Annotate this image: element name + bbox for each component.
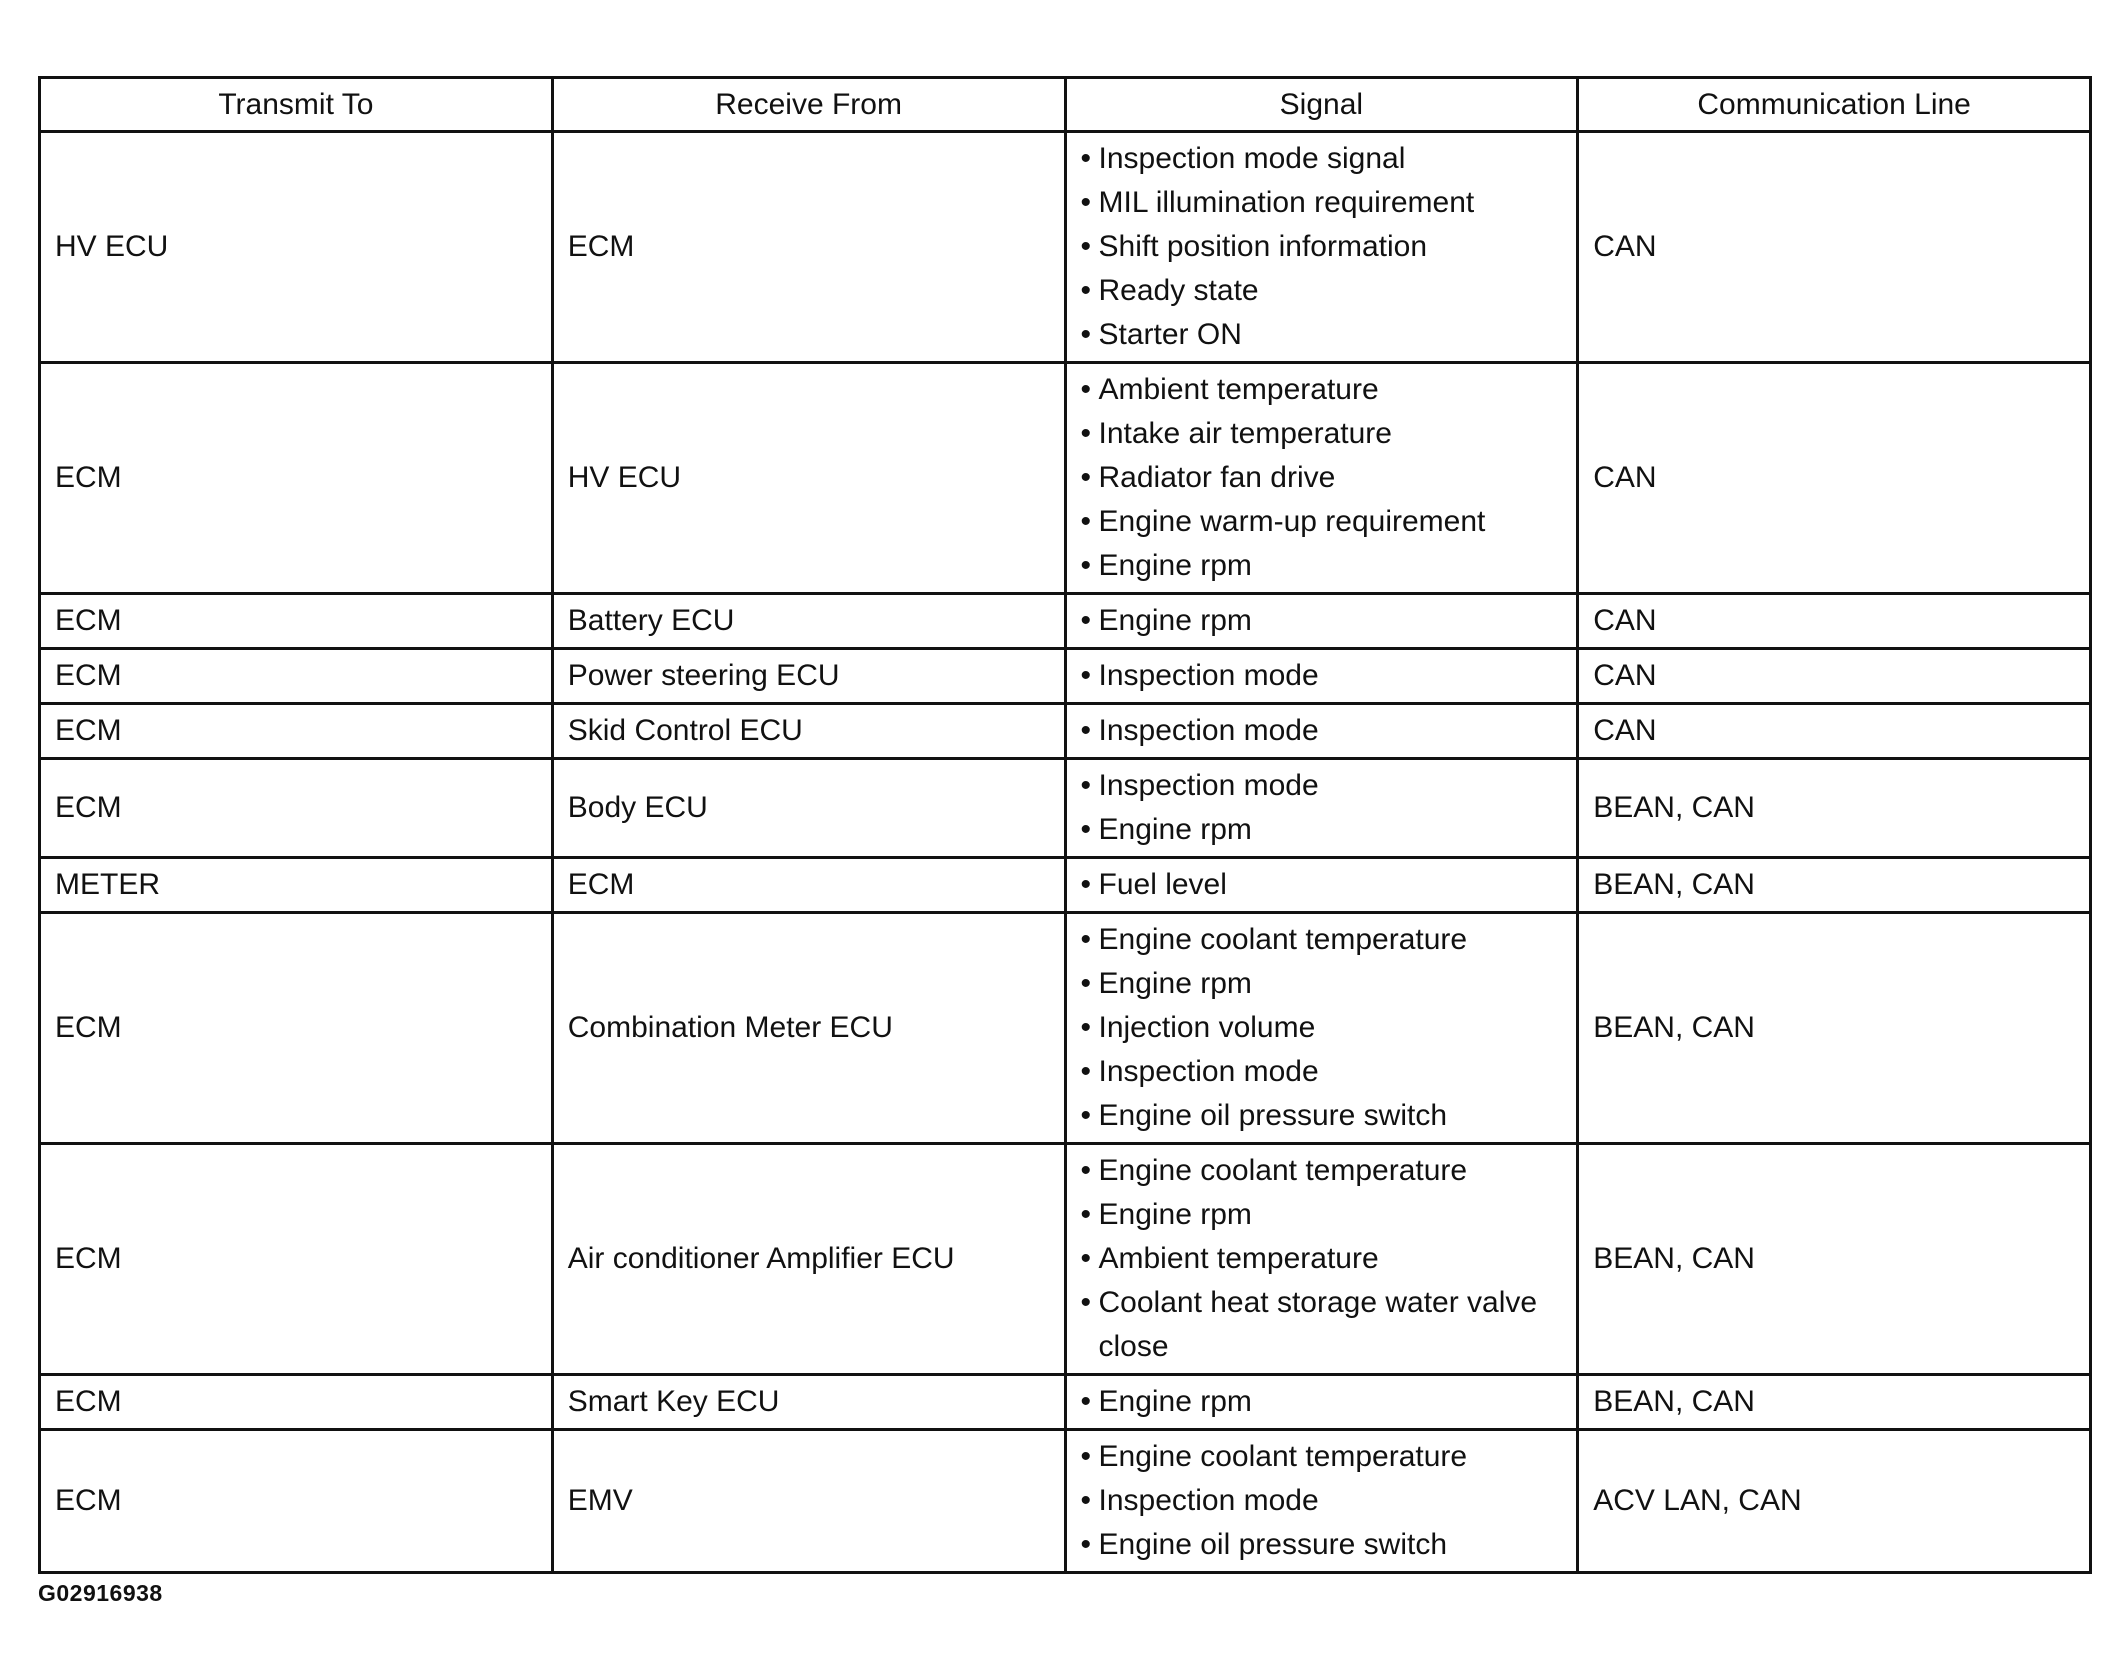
signal-list (1081, 137, 1567, 357)
signal-text: Radiator fan drive (1098, 461, 1336, 494)
cell-transmit-to: ECM (40, 1375, 553, 1430)
signal-list (1081, 1380, 1567, 1424)
cell-signal (1065, 1430, 1578, 1573)
table-row (40, 649, 2091, 704)
bullet-icon: • (1080, 769, 1092, 802)
signal-text: Engine rpm (1098, 1198, 1252, 1231)
signal-text: Ready state (1098, 274, 1259, 307)
bullet-icon: • (1080, 813, 1092, 846)
cell-receive-from: ECM (552, 858, 1065, 913)
cell-signal (1065, 363, 1578, 594)
cell-receive-from: Power steering ECU (552, 649, 1065, 704)
bullet-icon: • (1080, 1484, 1092, 1517)
signal-text: Engine rpm (1098, 967, 1252, 1000)
cell-receive-from: Combination Meter ECU (552, 913, 1065, 1144)
cell-signal (1065, 858, 1578, 913)
signal-item (1081, 500, 1567, 544)
table-body (40, 132, 2091, 1573)
cell-receive-from: Body ECU (552, 759, 1065, 858)
cell-receive-from: Air conditioner Amplifier ECU (552, 1144, 1065, 1375)
signal-text: Engine coolant temperature (1098, 1440, 1468, 1473)
signal-text: Engine rpm (1098, 1385, 1252, 1418)
bullet-icon: • (1080, 1286, 1092, 1319)
bullet-icon: • (1080, 1198, 1092, 1231)
bullet-icon: • (1080, 714, 1092, 747)
table-row (40, 858, 2091, 913)
signal-text: Ambient temperature (1098, 1242, 1379, 1275)
cell-transmit-to: ECM (40, 913, 553, 1144)
header-receive-from: Receive From (552, 78, 1065, 132)
signal-text: Inspection mode (1098, 769, 1319, 802)
bullet-icon: • (1080, 1055, 1092, 1088)
signal-item (1081, 709, 1567, 753)
cell-receive-from: Battery ECU (552, 594, 1065, 649)
cell-transmit-to: ECM (40, 363, 553, 594)
table-row (40, 759, 2091, 858)
cell-communication-line: BEAN, CAN (1578, 858, 2091, 913)
signal-list (1081, 918, 1567, 1138)
signal-list (1081, 709, 1567, 753)
signal-item (1081, 599, 1567, 643)
signal-item (1081, 764, 1567, 808)
signal-text: Engine oil pressure switch (1098, 1099, 1448, 1132)
cell-transmit-to: ECM (40, 594, 553, 649)
signal-text: Fuel level (1098, 868, 1227, 901)
bullet-icon: • (1080, 1440, 1092, 1473)
bullet-icon: • (1080, 417, 1092, 450)
signal-item (1081, 313, 1567, 357)
cell-transmit-to: ECM (40, 1430, 553, 1573)
table-row (40, 132, 2091, 363)
signal-text: Intake air temperature (1098, 417, 1392, 450)
bullet-icon: • (1080, 318, 1092, 351)
bullet-icon: • (1080, 274, 1092, 307)
signal-text: Coolant heat storage water valve close (1098, 1286, 1538, 1363)
table-row (40, 1144, 2091, 1375)
signal-list (1081, 1435, 1567, 1567)
signal-item (1081, 544, 1567, 588)
cell-signal (1065, 649, 1578, 704)
cell-signal (1065, 759, 1578, 858)
signal-text: Engine oil pressure switch (1098, 1528, 1448, 1561)
bullet-icon: • (1080, 505, 1092, 538)
signal-item (1081, 225, 1567, 269)
signal-item (1081, 1006, 1567, 1050)
header-communication-line: Communication Line (1578, 78, 2091, 132)
cell-communication-line: CAN (1578, 704, 2091, 759)
signal-item (1081, 456, 1567, 500)
table-row (40, 594, 2091, 649)
bullet-icon: • (1080, 659, 1092, 692)
signal-item (1081, 1050, 1567, 1094)
signal-text: Starter ON (1098, 318, 1242, 351)
bullet-icon: • (1080, 230, 1092, 263)
cell-communication-line: BEAN, CAN (1578, 1375, 2091, 1430)
cell-transmit-to: METER (40, 858, 553, 913)
signal-text: Engine coolant temperature (1098, 923, 1468, 956)
cell-signal (1065, 1144, 1578, 1375)
cell-signal (1065, 594, 1578, 649)
table-row (40, 1430, 2091, 1573)
signal-item (1081, 962, 1567, 1006)
bullet-icon: • (1080, 142, 1092, 175)
bullet-icon: • (1080, 549, 1092, 582)
signal-text: Engine rpm (1098, 604, 1252, 637)
cell-signal (1065, 913, 1578, 1144)
signal-item (1081, 863, 1567, 907)
table-row (40, 704, 2091, 759)
signal-item (1081, 368, 1567, 412)
signal-list (1081, 654, 1567, 698)
cell-receive-from: EMV (552, 1430, 1065, 1573)
bullet-icon: • (1080, 868, 1092, 901)
cell-communication-line: CAN (1578, 594, 2091, 649)
signal-text: Inspection mode (1098, 714, 1319, 747)
figure-id: G02916938 (38, 1580, 163, 1606)
communication-table (38, 76, 2092, 1574)
cell-communication-line: CAN (1578, 649, 2091, 704)
signal-list (1081, 1149, 1567, 1369)
signal-text: Injection volume (1098, 1011, 1316, 1044)
bullet-icon: • (1080, 1011, 1092, 1044)
cell-transmit-to: HV ECU (40, 132, 553, 363)
bullet-icon: • (1080, 967, 1092, 1000)
cell-communication-line: BEAN, CAN (1578, 913, 2091, 1144)
cell-receive-from: HV ECU (552, 363, 1065, 594)
signal-item (1081, 1380, 1567, 1424)
bullet-icon: • (1080, 461, 1092, 494)
signal-item (1081, 1479, 1567, 1523)
header-signal: Signal (1065, 78, 1578, 132)
signal-text: Shift position information (1098, 230, 1428, 263)
signal-list (1081, 599, 1567, 643)
bullet-icon: • (1080, 186, 1092, 219)
signal-text: Ambient temperature (1098, 373, 1379, 406)
signal-text: Engine warm-up requirement (1098, 505, 1486, 538)
table-header-row (40, 78, 2091, 132)
bullet-icon: • (1080, 1099, 1092, 1132)
cell-signal (1065, 132, 1578, 363)
cell-communication-line: CAN (1578, 363, 2091, 594)
signal-item (1081, 1149, 1567, 1193)
signal-text: Inspection mode (1098, 659, 1319, 692)
bullet-icon: • (1080, 1528, 1092, 1561)
table-row (40, 913, 2091, 1144)
signal-item (1081, 412, 1567, 456)
signal-item (1081, 137, 1567, 181)
header-transmit-to: Transmit To (40, 78, 553, 132)
signal-item (1081, 1237, 1567, 1281)
signal-item (1081, 654, 1567, 698)
cell-transmit-to: ECM (40, 759, 553, 858)
signal-list (1081, 368, 1567, 588)
signal-text: Inspection mode signal (1098, 142, 1406, 175)
signal-item (1081, 181, 1567, 225)
signal-item (1081, 1193, 1567, 1237)
signal-item (1081, 1281, 1567, 1369)
table-row (40, 1375, 2091, 1430)
signal-text: Engine rpm (1098, 549, 1252, 582)
table-row (40, 363, 2091, 594)
cell-receive-from: Smart Key ECU (552, 1375, 1065, 1430)
cell-transmit-to: ECM (40, 649, 553, 704)
cell-communication-line: ACV LAN, CAN (1578, 1430, 2091, 1573)
bullet-icon: • (1080, 1154, 1092, 1187)
bullet-icon: • (1080, 604, 1092, 637)
signal-text: MIL illumination requirement (1098, 186, 1475, 219)
cell-receive-from: Skid Control ECU (552, 704, 1065, 759)
cell-signal (1065, 704, 1578, 759)
signal-item (1081, 1435, 1567, 1479)
signal-item (1081, 1094, 1567, 1138)
signal-text: Inspection mode (1098, 1484, 1319, 1517)
bullet-icon: • (1080, 923, 1092, 956)
cell-communication-line: CAN (1578, 132, 2091, 363)
cell-transmit-to: ECM (40, 1144, 553, 1375)
cell-signal (1065, 1375, 1578, 1430)
signal-text: Engine rpm (1098, 813, 1252, 846)
signal-item (1081, 1523, 1567, 1567)
signal-text: Engine coolant temperature (1098, 1154, 1468, 1187)
signal-list (1081, 764, 1567, 852)
signal-text: Inspection mode (1098, 1055, 1319, 1088)
cell-communication-line: BEAN, CAN (1578, 1144, 2091, 1375)
cell-transmit-to: ECM (40, 704, 553, 759)
bullet-icon: • (1080, 1242, 1092, 1275)
bullet-icon: • (1080, 373, 1092, 406)
signal-item (1081, 918, 1567, 962)
cell-communication-line: BEAN, CAN (1578, 759, 2091, 858)
bullet-icon: • (1080, 1385, 1092, 1418)
signal-list (1081, 863, 1567, 907)
signal-item (1081, 808, 1567, 852)
cell-receive-from: ECM (552, 132, 1065, 363)
signal-item (1081, 269, 1567, 313)
